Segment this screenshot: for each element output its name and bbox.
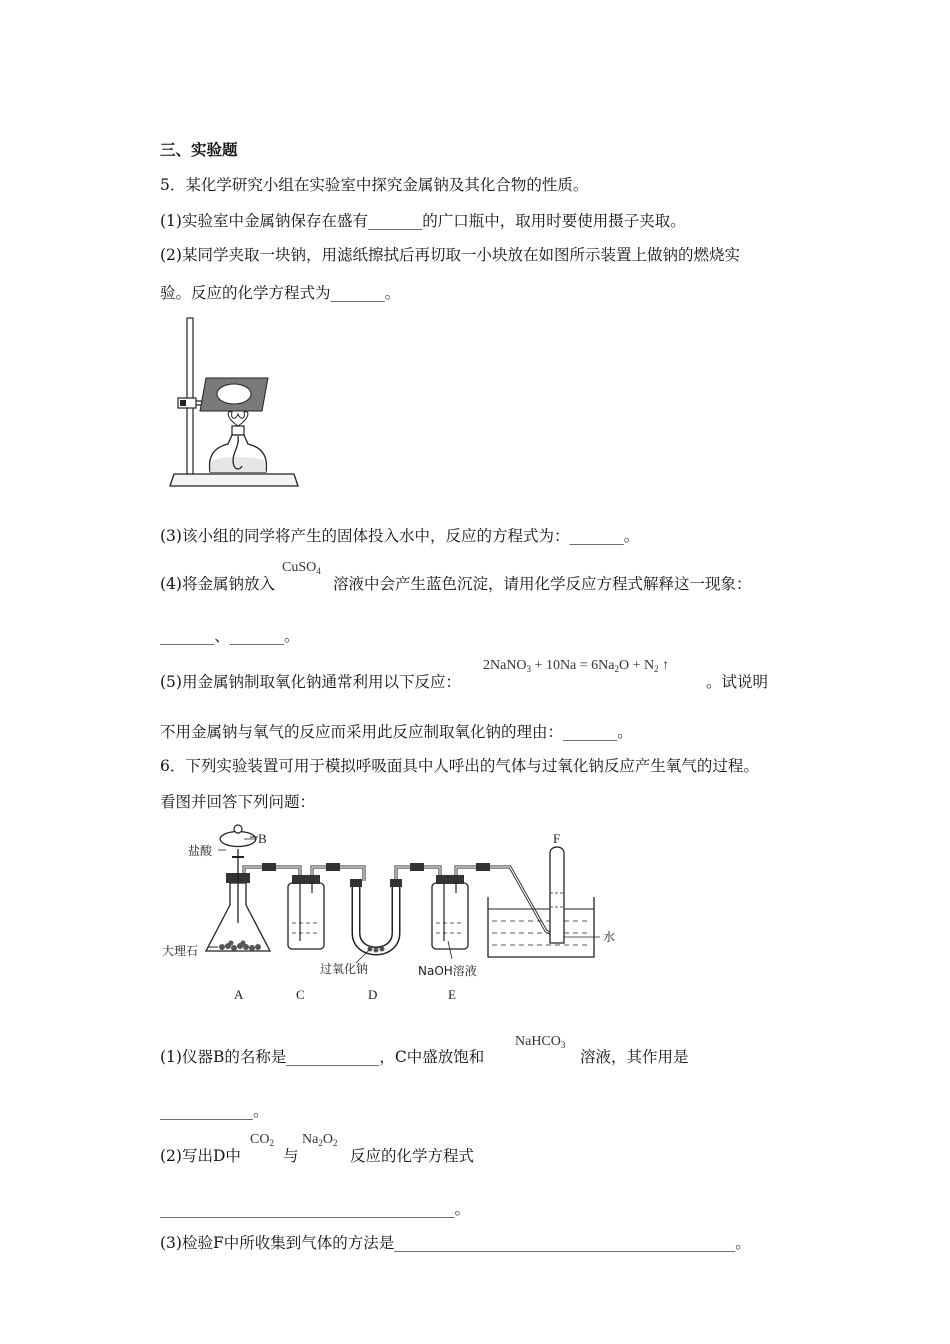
label-d: D xyxy=(368,987,378,1002)
q5-part5-pre: (5)用金属钠制取氧化钠通常利用以下反应： xyxy=(160,673,461,691)
q5-part4-pre: (4)将金属钠放入 xyxy=(160,575,275,593)
na2o2-text-na: Na xyxy=(302,1132,319,1147)
co2-text: CO xyxy=(250,1132,270,1147)
eq-term3: O + N xyxy=(619,658,655,673)
q6-part2-blank: ______________________________________。 xyxy=(160,1200,471,1218)
oxygen-generation-apparatus-diagram xyxy=(160,823,630,1003)
label-water: 水 xyxy=(603,930,616,944)
label-naoh-solution: NaOH溶液 xyxy=(418,964,477,978)
eq-arrow: ↑ xyxy=(658,658,670,673)
label-c: C xyxy=(296,987,305,1002)
eq-sub3: 2 xyxy=(654,664,659,674)
q5-part1: (1)实验室中金属钠保存在盛有_______的广口瓶中，取用时要使用摄子夹取。 xyxy=(160,212,686,230)
na2o2-subscript-2: 2 xyxy=(332,1138,338,1148)
q6-part2-mid: 与 xyxy=(283,1147,299,1165)
co2-formula xyxy=(250,1132,274,1148)
label-marble: 大理石 xyxy=(162,944,199,958)
eq-sub1: 3 xyxy=(526,664,532,674)
q6-part2-post: 反应的化学方程式 xyxy=(350,1147,475,1165)
q6-part2-pre: (2)写出D中 xyxy=(160,1147,241,1165)
q5-part5-post: 。试说明 xyxy=(706,673,769,691)
q5-stem: 5．某化学研究小组在实验室中探究金属钠及其化合物的性质。 xyxy=(160,176,589,194)
q6-part1-post: 溶液，其作用是 xyxy=(580,1048,689,1066)
label-b: B xyxy=(258,831,267,846)
label-a: A xyxy=(234,987,244,1002)
q5-part2-line1: (2)某同学夹取一块钠，用滤纸擦拭后再切取一小块放在如图所示装置上做钠的燃烧实 xyxy=(160,246,740,264)
cuso4-text: CuSO xyxy=(282,560,317,575)
sodium-oxide-equation xyxy=(483,658,669,674)
nahco3-formula xyxy=(515,1034,565,1050)
label-f: F xyxy=(553,831,561,846)
label-hcl: 盐酸 xyxy=(188,844,213,858)
q6-stem-line2: 看图并回答下列问题： xyxy=(160,793,316,811)
label-e: E xyxy=(448,987,456,1002)
label-na2o2: 过氧化钠 xyxy=(320,962,369,976)
nahco3-text: NaHCO xyxy=(515,1034,561,1049)
q5-part2-line2: 验。反应的化学方程式为_______。 xyxy=(160,284,401,302)
q5-part4-blanks: _______、_______。 xyxy=(160,627,300,645)
na2o2-subscript-1: 2 xyxy=(318,1138,323,1148)
eq-sub2: 2 xyxy=(614,664,619,674)
cuso4-subscript: 4 xyxy=(316,566,321,576)
nahco3-subscript: 3 xyxy=(560,1040,566,1050)
q6-stem-line1: 6．下列实验装置可用于模拟呼吸面具中人呼出的气体与过氧化钠反应产生氧气的过程。 xyxy=(160,757,759,775)
sodium-combustion-apparatus-diagram xyxy=(168,314,302,490)
q5-part4-post: 溶液中会产生蓝色沉淀，请用化学反应方程式解释这一现象： xyxy=(333,575,752,593)
q6-part1-blank: ____________。 xyxy=(160,1102,269,1120)
cuso4-formula xyxy=(282,560,321,576)
q6-part3: (3)检验F中所收集到气体的方法是____________________________________________。 xyxy=(160,1234,751,1252)
q5-part5-line2: 不用金属钠与氧气的反应而采用此反应制取氧化钠的理由：_______。 xyxy=(160,723,633,741)
eq-term2: + 10Na = 6Na xyxy=(531,658,615,673)
eq-term1: 2NaNO xyxy=(483,658,527,673)
q6-part1-pre: (1)仪器B的名称是____________，C中盛放饱和 xyxy=(160,1048,485,1066)
q5-part3: (3)该小组的同学将产生的固体投入水中，反应的方程式为：_______。 xyxy=(160,527,640,545)
co2-subscript: 2 xyxy=(269,1138,274,1148)
na2o2-text-o: O xyxy=(322,1132,333,1147)
na2o2-formula xyxy=(302,1132,337,1148)
section-title: 三、实验题 xyxy=(160,141,238,159)
